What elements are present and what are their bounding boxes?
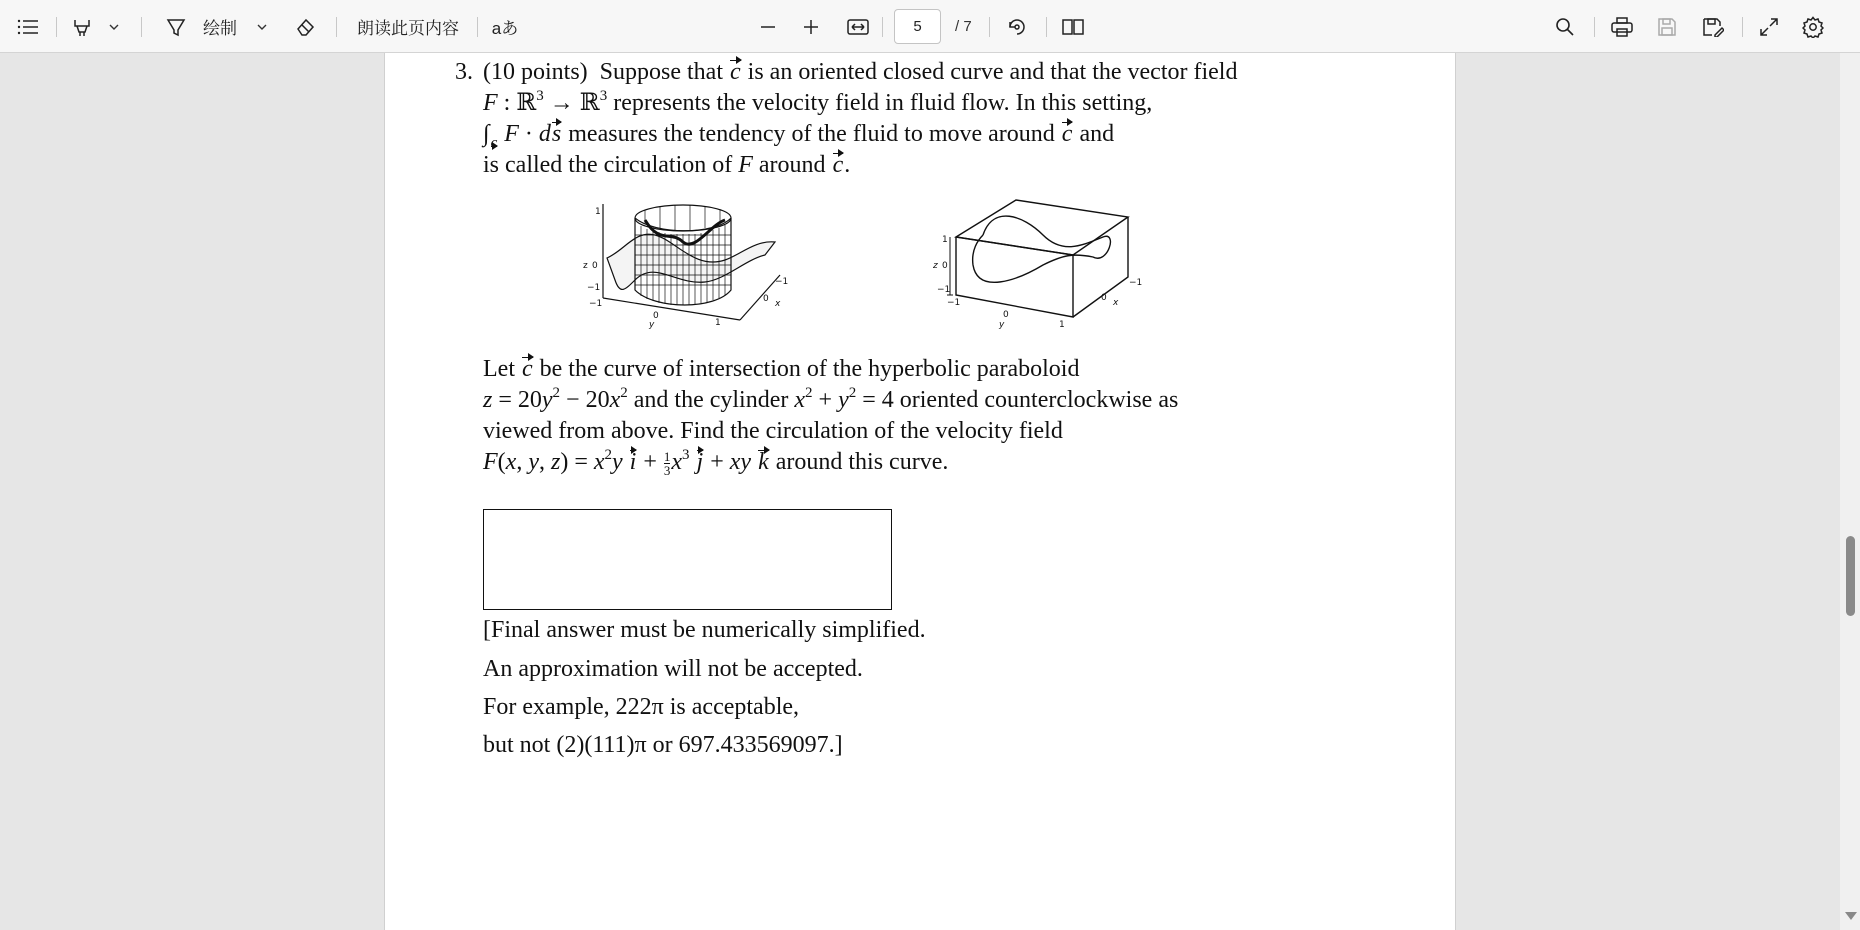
pdf-toolbar [0,0,1860,53]
problem-line-4: is called the circulation of F around c. [483,152,851,178]
svg-text:−1: −1 [1129,278,1143,288]
save-icon [1654,0,1680,53]
svg-text:1: 1 [715,318,721,328]
chevron-down-icon[interactable] [104,0,124,53]
fig1-y-label: y [649,320,655,330]
scrollbar-thumb[interactable] [1846,536,1855,616]
fullscreen-icon[interactable] [1756,0,1782,53]
vertical-scrollbar[interactable] [1840,53,1860,930]
answer-box[interactable] [483,509,892,610]
svg-text:1: 1 [1059,320,1065,330]
svg-text:−1: −1 [775,277,789,287]
svg-text:−1: −1 [947,298,961,308]
fig2-y-label: y [999,320,1005,330]
fig1-x-label: x [775,299,781,309]
note-line-1: [Final answer must be numerically simplified. [483,617,926,643]
page-number-input[interactable]: 5 [894,9,941,44]
fit-width-icon[interactable] [845,0,871,53]
problem-line-6: $z = 20y^2 - 20x^2$ and the cylinder $x^2 + y^2 = 4$ oriented counterclockwise as [483,385,1179,413]
svg-text:−1: −1 [937,285,951,295]
svg-text:0: 0 [1003,310,1009,320]
draw-icon[interactable] [164,0,188,53]
svg-text:0: 0 [592,261,598,271]
zoom-in-icon[interactable] [799,0,823,53]
svg-text:−1: −1 [587,283,601,293]
draw-chevron-down-icon[interactable] [252,0,272,53]
svg-text:0: 0 [653,311,659,321]
eraser-icon[interactable] [292,0,318,53]
svg-text:1: 1 [942,235,948,245]
problem-line-1: (10 points) Suppose that c is an oriented closed curve and that the vector field [483,59,1238,85]
hyperbolic-paraboloid-cylinder-figure [575,190,795,330]
svg-text:−1: −1 [589,299,603,309]
fig2-x-label: x [1113,298,1119,308]
note-line-2: An approximation will not be accepted. [483,656,863,682]
problem-number: 3. [455,59,473,85]
draw-button[interactable]: 绘制 [203,19,237,38]
page-total: / 7 [955,18,972,35]
fig2-z-label: z [933,261,938,271]
save-as-icon[interactable] [1700,0,1726,53]
search-icon[interactable] [1552,0,1578,53]
intersection-curve-figure [933,195,1143,330]
problem-line-8: F(x, y, $z) = x^2y$ i + $\frac{1}{3}$ $x^3$ j + xy k around this curve. [483,447,949,478]
problem-line-2: F : ℝ$^3$ → ℝ$^3$ represents the velocity field in fluid flow. In this setting, [483,88,1153,116]
note-line-3: For example, 222π is acceptable, [483,694,800,720]
svg-text:1: 1 [595,207,601,217]
problem-line-7: viewed from above. Find the circulation of the velocity field [483,418,1063,444]
fig1-z-label: z [583,261,588,271]
svg-text:0: 0 [1101,293,1107,303]
two-page-icon[interactable] [1060,0,1086,53]
pdf-page [384,53,1456,930]
note-line-4: but not (2)(111)π or 697.433569097.] [483,732,843,758]
scroll-down-arrow-icon[interactable] [1845,912,1857,920]
zoom-out-icon[interactable] [756,0,780,53]
highlighter-icon[interactable] [70,0,94,53]
vector-c: c [730,59,741,85]
problem-line-5: Let c be the curve of intersection of the hyperbolic paraboloid [483,356,1080,382]
text-options-button[interactable]: aあ [491,19,519,38]
print-icon[interactable] [1609,0,1635,53]
read-aloud-button[interactable]: 朗读此页内容 [357,19,459,38]
problem-line-3: $\int_c$ F · ds measures the tendency of the fluid to move around c and [483,121,1115,151]
svg-text:0: 0 [763,294,769,304]
svg-text:0: 0 [942,261,948,271]
list-icon[interactable] [14,0,42,53]
settings-icon[interactable] [1800,0,1826,53]
rotate-icon[interactable] [1004,0,1030,53]
